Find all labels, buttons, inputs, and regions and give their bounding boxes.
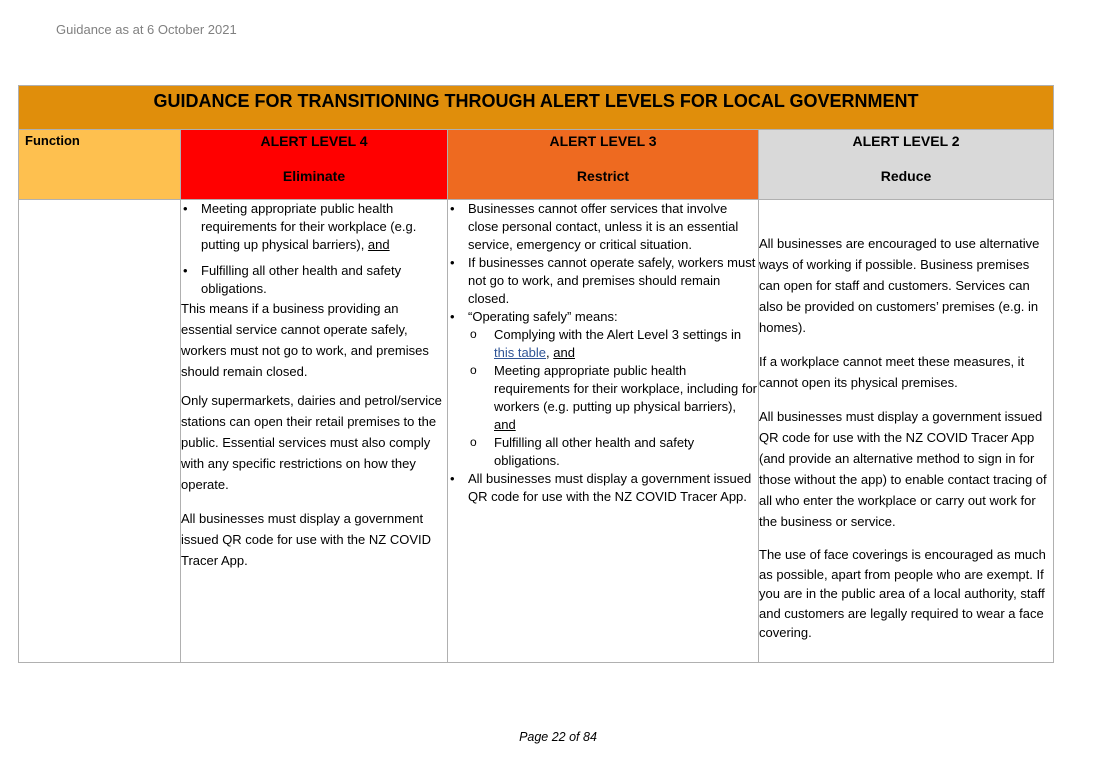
list-item: o Fulfilling all other health and safety obligations. (494, 434, 758, 470)
alert-level-guidance-table (18, 85, 1054, 663)
list-item: • If businesses cannot operate safely, workers must not go to work, and premises should remain closed. (468, 254, 758, 308)
function-header: Function (19, 130, 181, 200)
alert-level-4-label: ALERT LEVEL 4 (260, 133, 368, 149)
level-3-bullet-list (448, 200, 758, 506)
alert-level-4-content (181, 200, 448, 663)
document-header-date: Guidance as at 6 October 2021 (56, 22, 237, 37)
table-title: GUIDANCE FOR TRANSITIONING THROUGH ALERT LEVELS FOR LOCAL GOVERNMENT (153, 91, 919, 111)
alert-level-3-header (448, 130, 759, 200)
alert-level-2-subtitle: Reduce (880, 168, 932, 184)
list-item: • Meeting appropriate public health requirements for their workplace (e.g. putting up physical barriers), and (201, 200, 447, 254)
alert-level-4-header (181, 130, 448, 200)
this-table-link[interactable]: this table (494, 345, 547, 360)
alert-level-4-subtitle: Eliminate (282, 168, 346, 184)
list-item: o Meeting appropriate public health requirements for their workplace, including for workers (e.g. putting up physical barriers), and (494, 362, 758, 434)
alert-level-3-subtitle: Restrict (576, 168, 630, 184)
alert-level-3-content (448, 200, 759, 663)
alert-level-2-content (759, 200, 1054, 663)
function-cell (19, 200, 181, 663)
level-4-paragraph: Only supermarkets, dairies and petrol/service stations can open their retail premises to the public. Essential services must also comply with any specific restrictions on how they operate. (181, 393, 442, 492)
operating-safely-sublist (468, 326, 758, 470)
level-2-paragraph: If a workplace cannot meet these measures, it cannot open its physical premises. (759, 354, 1025, 390)
alert-level-3-label: ALERT LEVEL 3 (549, 133, 657, 149)
level-4-bullet-list (181, 200, 447, 298)
level-2-paragraph: All businesses must display a government issued QR code for use with the NZ COVID Tracer App (and provide an alternative method to sign in for those without the app) to enable contact tracing of all who enter the workplace or carry out work for the business or service. (759, 409, 1047, 529)
list-item: • All businesses must display a government issued QR code for use with the NZ COVID Tracer App. (468, 470, 758, 506)
level-4-paragraph: This means if a business providing an essential service cannot operate safely, workers must not go to work, and premises should remain closed. (181, 301, 429, 379)
list-item: • Fulfilling all other health and safety obligations. (201, 262, 447, 298)
level-2-paragraph: The use of face coverings is encouraged as much as possible, apart from people who are exempt. If you are in the public area of a local authority, staff and customers are legally required to wear a face covering. (759, 547, 1046, 640)
page-number: Page 22 of 84 (519, 730, 597, 744)
alert-level-2-label: ALERT LEVEL 2 (852, 133, 960, 149)
list-item: o Complying with the Alert Level 3 settings in this table, and (494, 326, 758, 362)
alert-level-2-header (759, 130, 1054, 200)
list-item: • Businesses cannot offer services that involve close personal contact, unless it is an essential service, emergency or critical situation. (468, 200, 758, 254)
table-title-cell (19, 86, 1054, 130)
level-2-paragraph: All businesses are encouraged to use alternative ways of working if possible. Business premises can open for staff and customers. Services can also be provided on customers’ premises (e.g. in homes). (759, 236, 1040, 335)
list-item: • “Operating safely” means: o Complying with the Alert Level 3 settings in this table, and o Meeting appropriate public health requirements for their workplace, including for workers (e.g. putting up physical barriers), and o Fulfilling all other health and safety obligations. (468, 308, 758, 470)
level-4-paragraph: All businesses must display a government issued QR code for use with the NZ COVID Tracer App. (181, 511, 431, 568)
